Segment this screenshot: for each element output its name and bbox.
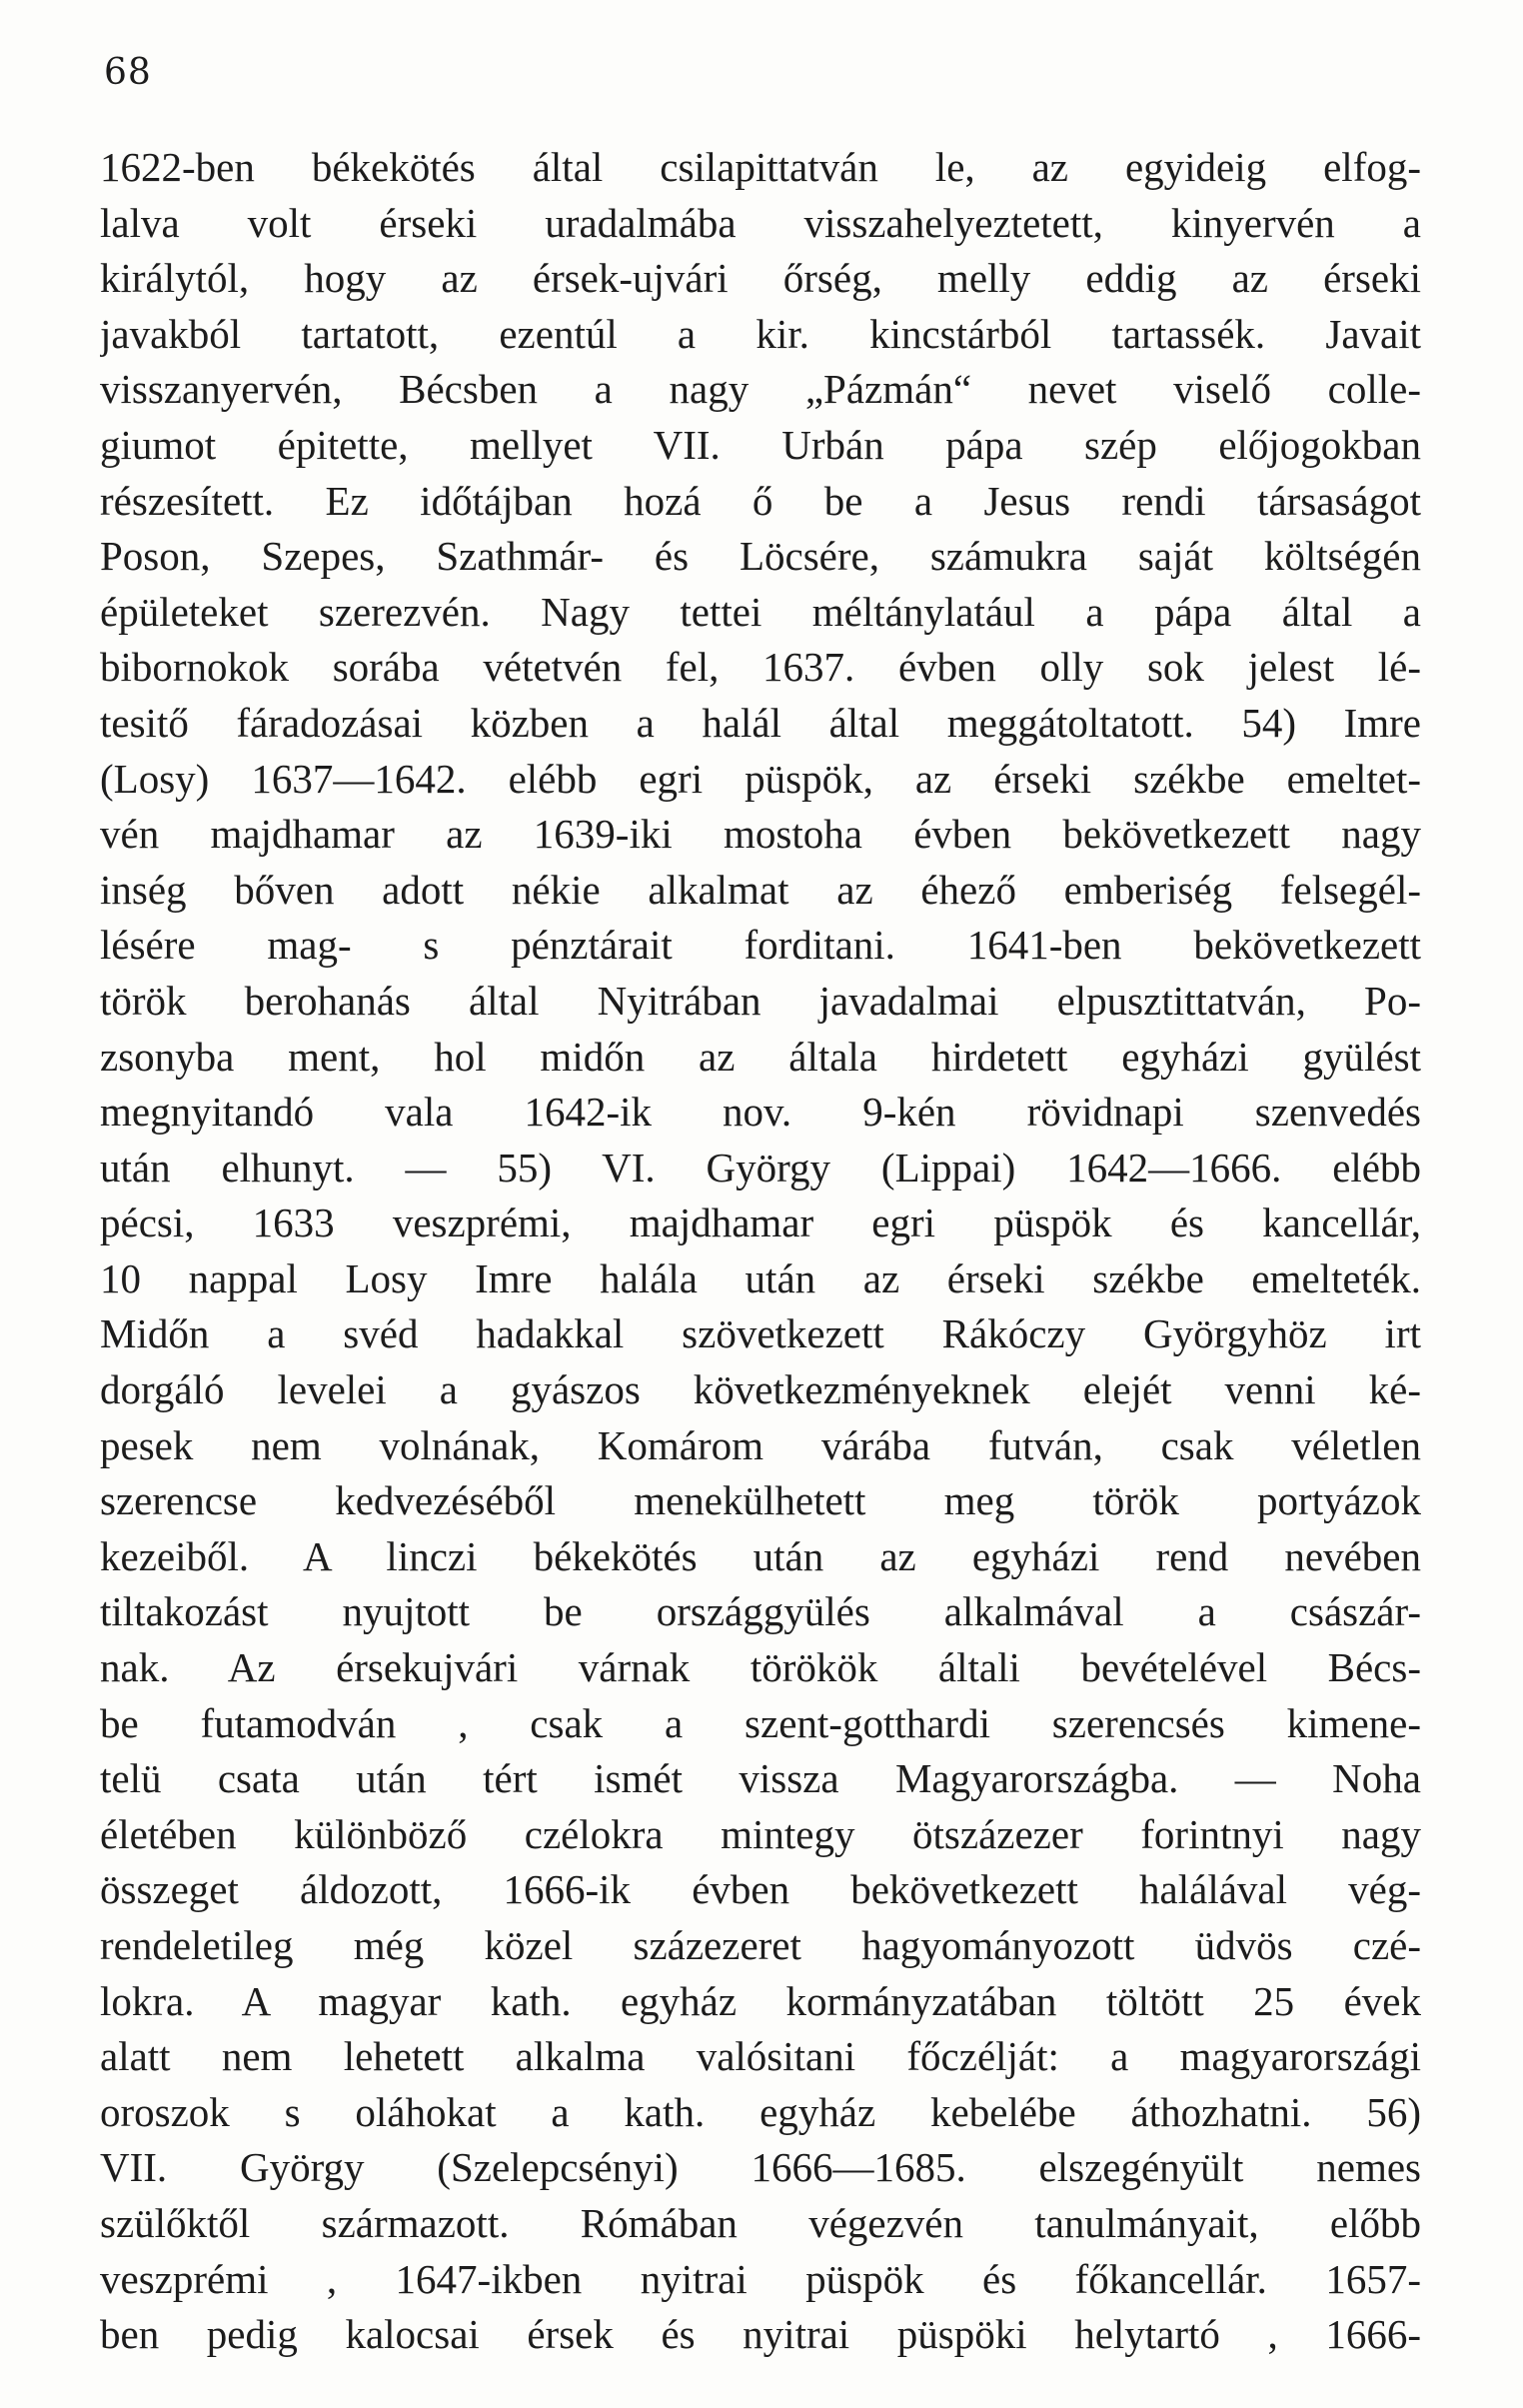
text-line: épületeket szerezvén. Nagy tettei méltánylatául a pápa által a bbox=[100, 588, 1421, 635]
text-line: királytól, hogy az érsek-ujvári őrség, melly eddig az érseki bbox=[100, 255, 1421, 302]
text-line: VII. György (Szelepcsényi) 1666—1685. elszegényült nemes bbox=[100, 2144, 1421, 2191]
text-line: szülőktől származott. Rómában végezvén tanulmányait, előbb bbox=[100, 2199, 1421, 2246]
text-line: rendeletileg még közel százezeret hagyományozott üdvös czé- bbox=[100, 1922, 1421, 1968]
body-text bbox=[100, 140, 1421, 2363]
text-line: Midőn a svéd hadakkal szövetkezett Rákóczy Györgyhöz irt bbox=[100, 1310, 1421, 1357]
text-line: (Losy) 1637—1642. elébb egri püspök, az érseki székbe emeltet- bbox=[100, 755, 1421, 802]
text-line: lésére mag- s pénztárait forditani. 1641-ben bekövetkezett bbox=[100, 922, 1421, 969]
text-line: veszprémi , 1647-ikben nyitrai püspök és főkancellár. 1657- bbox=[100, 2255, 1421, 2302]
text-line: zsonyba ment, hol midőn az általa hirdetett egyházi gyülést bbox=[100, 1033, 1421, 1080]
text-line: oroszok s oláhokat a kath. egyház kebelébe áthozhatni. 56) bbox=[100, 2088, 1421, 2135]
text-line: bibornokok sorába vétetvén fel, 1637. évben olly sok jelest lé- bbox=[100, 644, 1421, 691]
text-line: megnyitandó vala 1642-ik nov. 9-kén rövidnapi szenvedés bbox=[100, 1089, 1421, 1136]
text-line: inség bőven adott nékie alkalmat az éhező emberiség felsegél- bbox=[100, 866, 1421, 913]
text-line: javakból tartatott, ezentúl a kir. kincstárból tartassék. Javait bbox=[100, 310, 1421, 357]
text-line: tiltakozást nyujtott be országgyülés alkalmával a császár- bbox=[100, 1588, 1421, 1635]
text-line: 1622-ben békekötés által csilapittatván le, az egyideig elfog- bbox=[100, 144, 1421, 190]
text-line: visszanyervén, Bécsben a nagy „Pázmán“ nevet viselő colle- bbox=[100, 366, 1421, 413]
text-line: életében különböző czélokra mintegy ötszázezer forintnyi nagy bbox=[100, 1810, 1421, 1857]
text-line: be futamodván , csak a szent-gotthardi szerencsés kimene- bbox=[100, 1699, 1421, 1746]
text-line: tesitő fáradozásai közben a halál által meggátoltatott. 54) Imre bbox=[100, 699, 1421, 746]
text-line: ben pedig kalocsai érsek és nyitrai püspöki helytartó , 1666- bbox=[100, 2311, 1421, 2358]
text-line: telü csata után tért ismét vissza Magyarországba. — Noha bbox=[100, 1755, 1421, 1802]
text-line: lalva volt érseki uradalmába visszahelyeztetett, kinyervén a bbox=[100, 199, 1421, 246]
text-line: pesek nem volnának, Komárom várába futván, csak véletlen bbox=[100, 1421, 1421, 1468]
text-line: alatt nem lehetett alkalma valósitani főczélját: a magyarországi bbox=[100, 2033, 1421, 2080]
text-line: lokra. A magyar kath. egyház kormányzatában töltött 25 évek bbox=[100, 1977, 1421, 2024]
text-line: török berohanás által Nyitrában javadalmai elpusztittatván, Po- bbox=[100, 977, 1421, 1024]
text-line: szerencse kedvezéséből menekülhetett meg török portyázok bbox=[100, 1477, 1421, 1524]
text-line: vén majdhamar az 1639-iki mostoha évben bekövetkezett nagy bbox=[100, 811, 1421, 858]
text-line: 10 nappal Losy Imre halála után az érseki székbe emelteték. bbox=[100, 1254, 1421, 1301]
text-line: giumot épitette, mellyet VII. Urbán pápa szép előjogokban bbox=[100, 421, 1421, 468]
page-number: 68 bbox=[104, 52, 152, 93]
text-line: összeget áldozott, 1666-ik évben bekövetkezett halálával vég- bbox=[100, 1866, 1421, 1913]
text-line: részesített. Ez időtájban hozá ő be a Jesus rendi társaságot bbox=[100, 477, 1421, 524]
text-line: pécsi, 1633 veszprémi, majdhamar egri püspök és kancellár, bbox=[100, 1200, 1421, 1246]
text-line: után elhunyt. — 55) VI. György (Lippai) 1642—1666. elébb bbox=[100, 1144, 1421, 1191]
text-line: dorgáló levelei a gyászos következményeknek elejét venni ké- bbox=[100, 1366, 1421, 1413]
text-line: kezeiből. A linczi békekötés után az egyházi rend nevében bbox=[100, 1532, 1421, 1579]
text-line: Poson, Szepes, Szathmár- és Löcsére, számukra saját költségén bbox=[100, 533, 1421, 580]
text-line: nak. Az érsekujvári várnak törökök általi bevételével Bécs- bbox=[100, 1644, 1421, 1691]
